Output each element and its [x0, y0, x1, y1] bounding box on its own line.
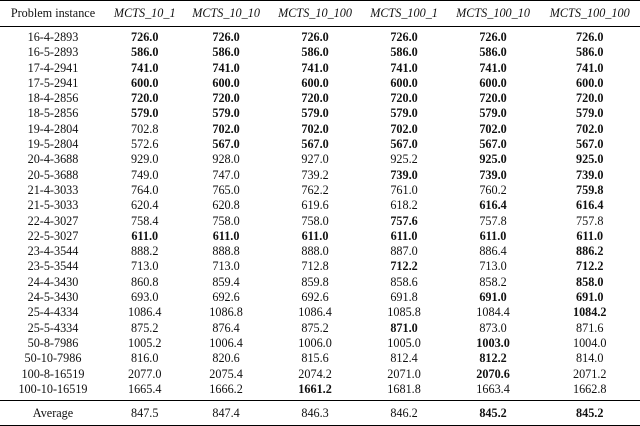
- problem-instance-cell: 24-5-3430: [27, 290, 79, 305]
- result-cell: 741.0: [479, 60, 507, 75]
- result-cell: 702.8: [131, 121, 159, 136]
- header-mcts-10-100: MCTS_10_100: [269, 1, 362, 27]
- header-mcts-10-1: MCTS_10_1: [106, 1, 184, 27]
- result-cell: 762.2: [301, 182, 329, 197]
- result-cell: 702.0: [390, 121, 418, 136]
- result-cell: 586.0: [212, 45, 240, 60]
- result-cell: 1086.8: [209, 305, 243, 320]
- table-row: [0, 259, 640, 274]
- result-cell: 757.8: [576, 213, 604, 228]
- result-cell: 720.0: [576, 91, 604, 106]
- result-cell: 713.0: [131, 259, 159, 274]
- table-row: [0, 198, 640, 213]
- table-row: [0, 351, 640, 366]
- header-mcts-10-10: MCTS_10_10: [183, 1, 268, 27]
- result-cell: 586.0: [479, 45, 507, 60]
- result-cell: 620.4: [131, 198, 159, 213]
- result-cell: 600.0: [479, 75, 507, 90]
- result-cell: 925.0: [576, 152, 604, 167]
- problem-instance-cell: 17-5-2941: [27, 75, 79, 90]
- result-cell: 586.0: [576, 45, 604, 60]
- result-cell: 713.0: [212, 259, 240, 274]
- result-cell: 692.6: [212, 290, 240, 305]
- header-mcts-100-1: MCTS_100_1: [361, 1, 446, 27]
- result-cell: 726.0: [479, 30, 507, 44]
- result-cell: 720.0: [131, 91, 159, 106]
- result-cell: 600.0: [301, 75, 329, 90]
- result-cell: 616.4: [479, 198, 507, 213]
- result-cell: 871.6: [576, 320, 604, 335]
- result-cell: 579.0: [576, 106, 604, 121]
- result-cell: 886.4: [479, 244, 507, 259]
- table-row: [0, 168, 640, 183]
- result-cell: 720.0: [301, 91, 329, 106]
- problem-instance-cell: 18-4-2856: [27, 91, 79, 106]
- result-cell: 929.0: [131, 152, 159, 167]
- result-cell: 702.0: [479, 121, 507, 136]
- table-row: [0, 45, 640, 60]
- result-cell: 739.0: [479, 167, 507, 182]
- result-cell: 611.0: [131, 228, 159, 243]
- result-cell: 611.0: [212, 228, 240, 243]
- table-row: [0, 305, 640, 320]
- result-cell: 2077.0: [127, 366, 162, 381]
- result-cell: 873.0: [479, 320, 507, 335]
- result-cell: 1085.8: [387, 305, 421, 320]
- result-cell: 572.6: [131, 137, 159, 152]
- result-cell: 888.0: [301, 244, 329, 259]
- problem-instance-cell: 50-10-7986: [24, 351, 82, 366]
- result-cell: 858.2: [479, 274, 507, 289]
- table-row: [0, 27, 640, 46]
- result-cell: 726.0: [576, 30, 604, 44]
- result-cell: 887.0: [390, 244, 418, 259]
- result-cell: 741.0: [212, 60, 240, 75]
- problem-instance-cell: 16-4-2893: [27, 30, 79, 44]
- result-cell: 586.0: [301, 45, 329, 60]
- result-cell: 567.0: [212, 137, 240, 152]
- result-cell: 876.4: [212, 320, 240, 335]
- table-row: [0, 229, 640, 244]
- problem-instance-cell: 21-5-3033: [27, 198, 79, 213]
- problem-instance-cell: 24-4-3430: [27, 274, 79, 289]
- result-cell: 702.0: [576, 121, 604, 136]
- result-cell: 586.0: [131, 45, 159, 60]
- result-cell: 757.6: [390, 213, 418, 228]
- result-cell: 616.4: [576, 198, 604, 213]
- table-row: [0, 321, 640, 336]
- result-cell: 927.0: [301, 152, 329, 167]
- header-problem-instance: Problem instance: [0, 1, 106, 27]
- result-cell: 888.8: [212, 244, 240, 259]
- result-cell: 712.2: [390, 259, 418, 274]
- result-cell: 886.2: [576, 244, 604, 259]
- result-cell: 1003.0: [476, 335, 510, 350]
- result-cell: 579.0: [479, 106, 507, 121]
- problem-instance-cell: 20-4-3688: [27, 152, 79, 167]
- table-row: [0, 137, 640, 152]
- result-cell: 619.6: [301, 198, 329, 213]
- result-cell: 600.0: [390, 75, 418, 90]
- result-cell: 758.0: [212, 213, 240, 228]
- result-cell: 859.8: [301, 274, 329, 289]
- result-cell: 1661.2: [298, 381, 332, 396]
- result-cell: 1662.8: [572, 381, 607, 396]
- result-cell: 726.0: [301, 30, 329, 44]
- result-cell: 1005.2: [127, 335, 162, 350]
- result-cell: 2070.6: [476, 366, 510, 381]
- result-cell: 579.0: [212, 106, 240, 121]
- result-cell: 1084.2: [572, 305, 607, 320]
- average-cell: 845.2: [539, 401, 640, 426]
- table-row: [0, 336, 640, 351]
- result-cell: 567.0: [576, 137, 604, 152]
- average-cell: 847.5: [106, 401, 184, 426]
- result-cell: 758.0: [301, 213, 329, 228]
- table-row: [0, 290, 640, 305]
- result-cell: 579.0: [131, 106, 159, 121]
- result-cell: 858.0: [576, 274, 604, 289]
- average-label: Average: [0, 401, 106, 426]
- result-cell: 620.8: [212, 198, 240, 213]
- table-row: [0, 91, 640, 106]
- result-cell: 600.0: [131, 75, 159, 90]
- result-cell: 691.0: [479, 290, 507, 305]
- table-row: [0, 76, 640, 91]
- problem-instance-cell: 23-4-3544: [27, 244, 79, 259]
- average-row: [0, 401, 640, 426]
- result-cell: 815.6: [301, 351, 329, 366]
- result-cell: 814.0: [576, 351, 604, 366]
- result-cell: 1006.0: [298, 335, 332, 350]
- result-cell: 691.0: [576, 290, 604, 305]
- result-cell: 747.0: [212, 167, 240, 182]
- result-cell: 1006.4: [209, 335, 243, 350]
- result-cell: 1681.8: [387, 381, 421, 396]
- result-cell: 611.0: [479, 228, 507, 243]
- result-cell: 764.0: [131, 182, 159, 197]
- problem-instance-cell: 22-5-3027: [27, 228, 79, 243]
- result-cell: 702.0: [301, 121, 329, 136]
- result-cell: 765.0: [212, 182, 240, 197]
- result-cell: 1004.0: [572, 335, 607, 350]
- result-cell: 720.0: [479, 91, 507, 106]
- table-row: [0, 382, 640, 401]
- result-cell: 860.8: [131, 274, 159, 289]
- result-cell: 739.0: [576, 167, 604, 182]
- result-cell: 1666.2: [209, 381, 243, 396]
- result-cell: 820.6: [212, 351, 240, 366]
- table-row: [0, 183, 640, 198]
- result-cell: 875.2: [131, 320, 159, 335]
- problem-instance-cell: 16-5-2893: [27, 45, 79, 60]
- result-cell: 579.0: [390, 106, 418, 121]
- result-cell: 611.0: [390, 228, 418, 243]
- result-cell: 712.8: [301, 259, 329, 274]
- table-row: [0, 367, 640, 382]
- result-cell: 2071.2: [572, 366, 607, 381]
- problem-instance-cell: 19-4-2804: [27, 121, 79, 136]
- result-cell: 1665.4: [127, 381, 162, 396]
- result-cell: 1086.4: [127, 305, 162, 320]
- result-cell: 875.2: [301, 320, 329, 335]
- result-cell: 925.0: [479, 152, 507, 167]
- result-cell: 2075.4: [209, 366, 243, 381]
- problem-instance-cell: 100-8-16519: [21, 366, 85, 381]
- result-cell: 702.0: [212, 121, 240, 136]
- result-cell: 925.2: [390, 152, 418, 167]
- result-cell: 888.2: [131, 244, 159, 259]
- average-cell: 847.4: [183, 401, 268, 426]
- header-row: [0, 1, 640, 27]
- result-cell: 579.0: [301, 106, 329, 121]
- problem-instance-cell: 19-5-2804: [27, 137, 79, 152]
- result-cell: 749.0: [131, 167, 159, 182]
- result-cell: 928.0: [212, 152, 240, 167]
- result-cell: 758.4: [131, 213, 159, 228]
- table-row: [0, 275, 640, 290]
- average-cell: 845.2: [447, 401, 540, 426]
- problem-instance-cell: 18-5-2856: [27, 106, 79, 121]
- result-cell: 567.0: [301, 137, 329, 152]
- result-cell: 567.0: [479, 137, 507, 152]
- average-cell: 846.3: [269, 401, 362, 426]
- problem-instance-cell: 23-5-3544: [27, 259, 79, 274]
- result-cell: 1005.0: [387, 335, 421, 350]
- average-cell: 846.2: [361, 401, 446, 426]
- result-cell: 741.0: [576, 60, 604, 75]
- result-cell: 691.8: [390, 290, 418, 305]
- result-cell: 726.0: [131, 30, 159, 44]
- result-cell: 761.0: [390, 182, 418, 197]
- result-cell: 741.0: [301, 60, 329, 75]
- result-cell: 757.8: [479, 213, 507, 228]
- result-cell: 726.0: [212, 30, 240, 44]
- table-row: [0, 61, 640, 76]
- result-cell: 1084.4: [476, 305, 510, 320]
- result-cell: 2074.2: [298, 366, 332, 381]
- result-cell: 812.4: [390, 351, 418, 366]
- table-row: [0, 152, 640, 167]
- header-mcts-100-100: MCTS_100_100: [539, 1, 640, 27]
- result-cell: 741.0: [131, 60, 159, 75]
- result-cell: 611.0: [576, 228, 604, 243]
- table-row: [0, 214, 640, 229]
- problem-instance-cell: 20-5-3688: [27, 167, 79, 182]
- table-row: [0, 122, 640, 137]
- result-cell: 739.2: [301, 167, 329, 182]
- result-cell: 739.0: [390, 167, 418, 182]
- result-cell: 600.0: [212, 75, 240, 90]
- result-cell: 816.0: [131, 351, 159, 366]
- result-cell: 858.6: [390, 274, 418, 289]
- result-cell: 726.0: [390, 30, 418, 44]
- problem-instance-cell: 100-10-16519: [18, 381, 88, 396]
- result-cell: 611.0: [301, 228, 329, 243]
- header-mcts-100-10: MCTS_100_10: [447, 1, 540, 27]
- result-cell: 1663.4: [476, 381, 510, 396]
- result-cell: 600.0: [576, 75, 604, 90]
- problem-instance-cell: 21-4-3033: [27, 182, 79, 197]
- result-cell: 586.0: [390, 45, 418, 60]
- problem-instance-cell: 25-4-4334: [27, 305, 79, 320]
- result-cell: 1086.4: [298, 305, 332, 320]
- result-cell: 567.0: [390, 137, 418, 152]
- result-cell: 692.6: [301, 290, 329, 305]
- result-cell: 618.2: [390, 198, 418, 213]
- result-cell: 720.0: [212, 91, 240, 106]
- result-cell: 871.0: [390, 320, 418, 335]
- result-cell: 812.2: [479, 351, 507, 366]
- problem-instance-cell: 22-4-3027: [27, 213, 79, 228]
- problem-instance-cell: 50-8-7986: [27, 335, 79, 350]
- result-cell: 693.0: [131, 290, 159, 305]
- result-cell: 759.8: [576, 182, 604, 197]
- result-cell: 2071.0: [387, 366, 421, 381]
- problem-instance-cell: 17-4-2941: [27, 60, 79, 75]
- table-row: [0, 244, 640, 259]
- table-body: [0, 27, 640, 401]
- table-row: [0, 106, 640, 121]
- result-cell: 713.0: [479, 259, 507, 274]
- result-cell: 760.2: [479, 182, 507, 197]
- result-cell: 859.4: [212, 274, 240, 289]
- result-cell: 712.2: [576, 259, 604, 274]
- result-cell: 720.0: [390, 91, 418, 106]
- result-cell: 741.0: [390, 60, 418, 75]
- problem-instance-cell: 25-5-4334: [27, 320, 79, 335]
